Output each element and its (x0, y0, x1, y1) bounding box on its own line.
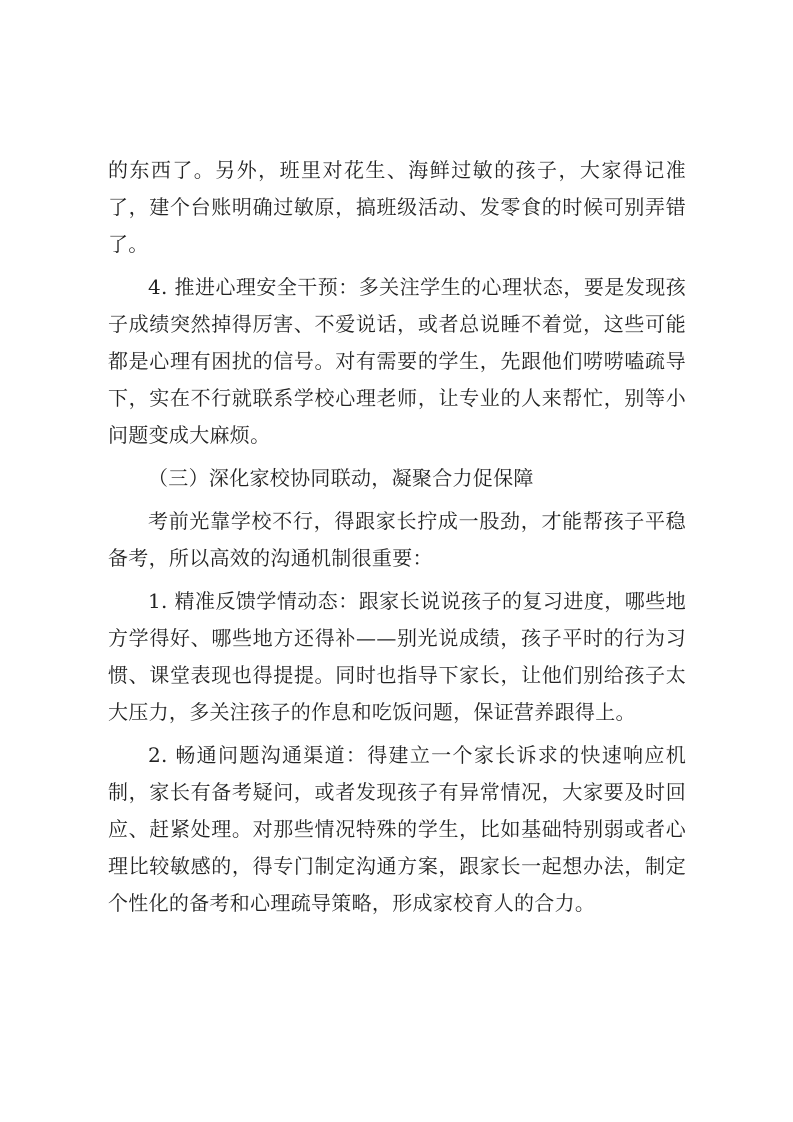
paragraph-item-4: 4. 推进心理安全干预：多关注学生的心理状态，要是发现孩子成绩突然掉得厉害、不爱说话，或者总说睡不着觉，这些可能都是心理有困扰的信号。对有需要的学生，先跟他们唠唠嗑疏导下，实在不行就联系学校心理老师，让专业的人来帮忙，别等小问题变成大麻烦。 (108, 275, 686, 447)
section-heading: （三）深化家校协同联动，凝聚合力促保障 (148, 466, 534, 490)
paragraph-item-1: 1. 精准反馈学情动态：跟家长说说孩子的复习进度，哪些地方学得好、哪些地方还得补——别光说成绩，孩子平时的行为习惯、课堂表现也得提提。同时也指导下家长，让他们别给孩子太大压力，多关注孩子的作息和吃饭问题，保证营养跟得上。 (108, 589, 686, 724)
document-body (108, 152, 686, 922)
paragraph-item-2: 2. 畅通问题沟通渠道：得建立一个家长诉求的快速响应机制，家长有备考疑问，或者发现孩子有异常情况，大家要及时回应、赶紧处理。对那些情况特殊的学生，比如基础特别弱或者心理比较敏感的，得专门制定沟通方案，跟家长一起想办法，制定个性化的备考和心理疏导策略，形成家校育人的合力。 (108, 743, 686, 915)
paragraph-intro: 考前光靠学校不行，得跟家长拧成一股劲，才能帮孩子平稳备考，所以高效的沟通机制很重要： (108, 509, 686, 570)
paragraph-continuation: 的东西了。另外，班里对花生、海鲜过敏的孩子，大家得记准了，建个台账明确过敏原，搞班级活动、发零食的时候可别弄错了。 (108, 158, 686, 256)
